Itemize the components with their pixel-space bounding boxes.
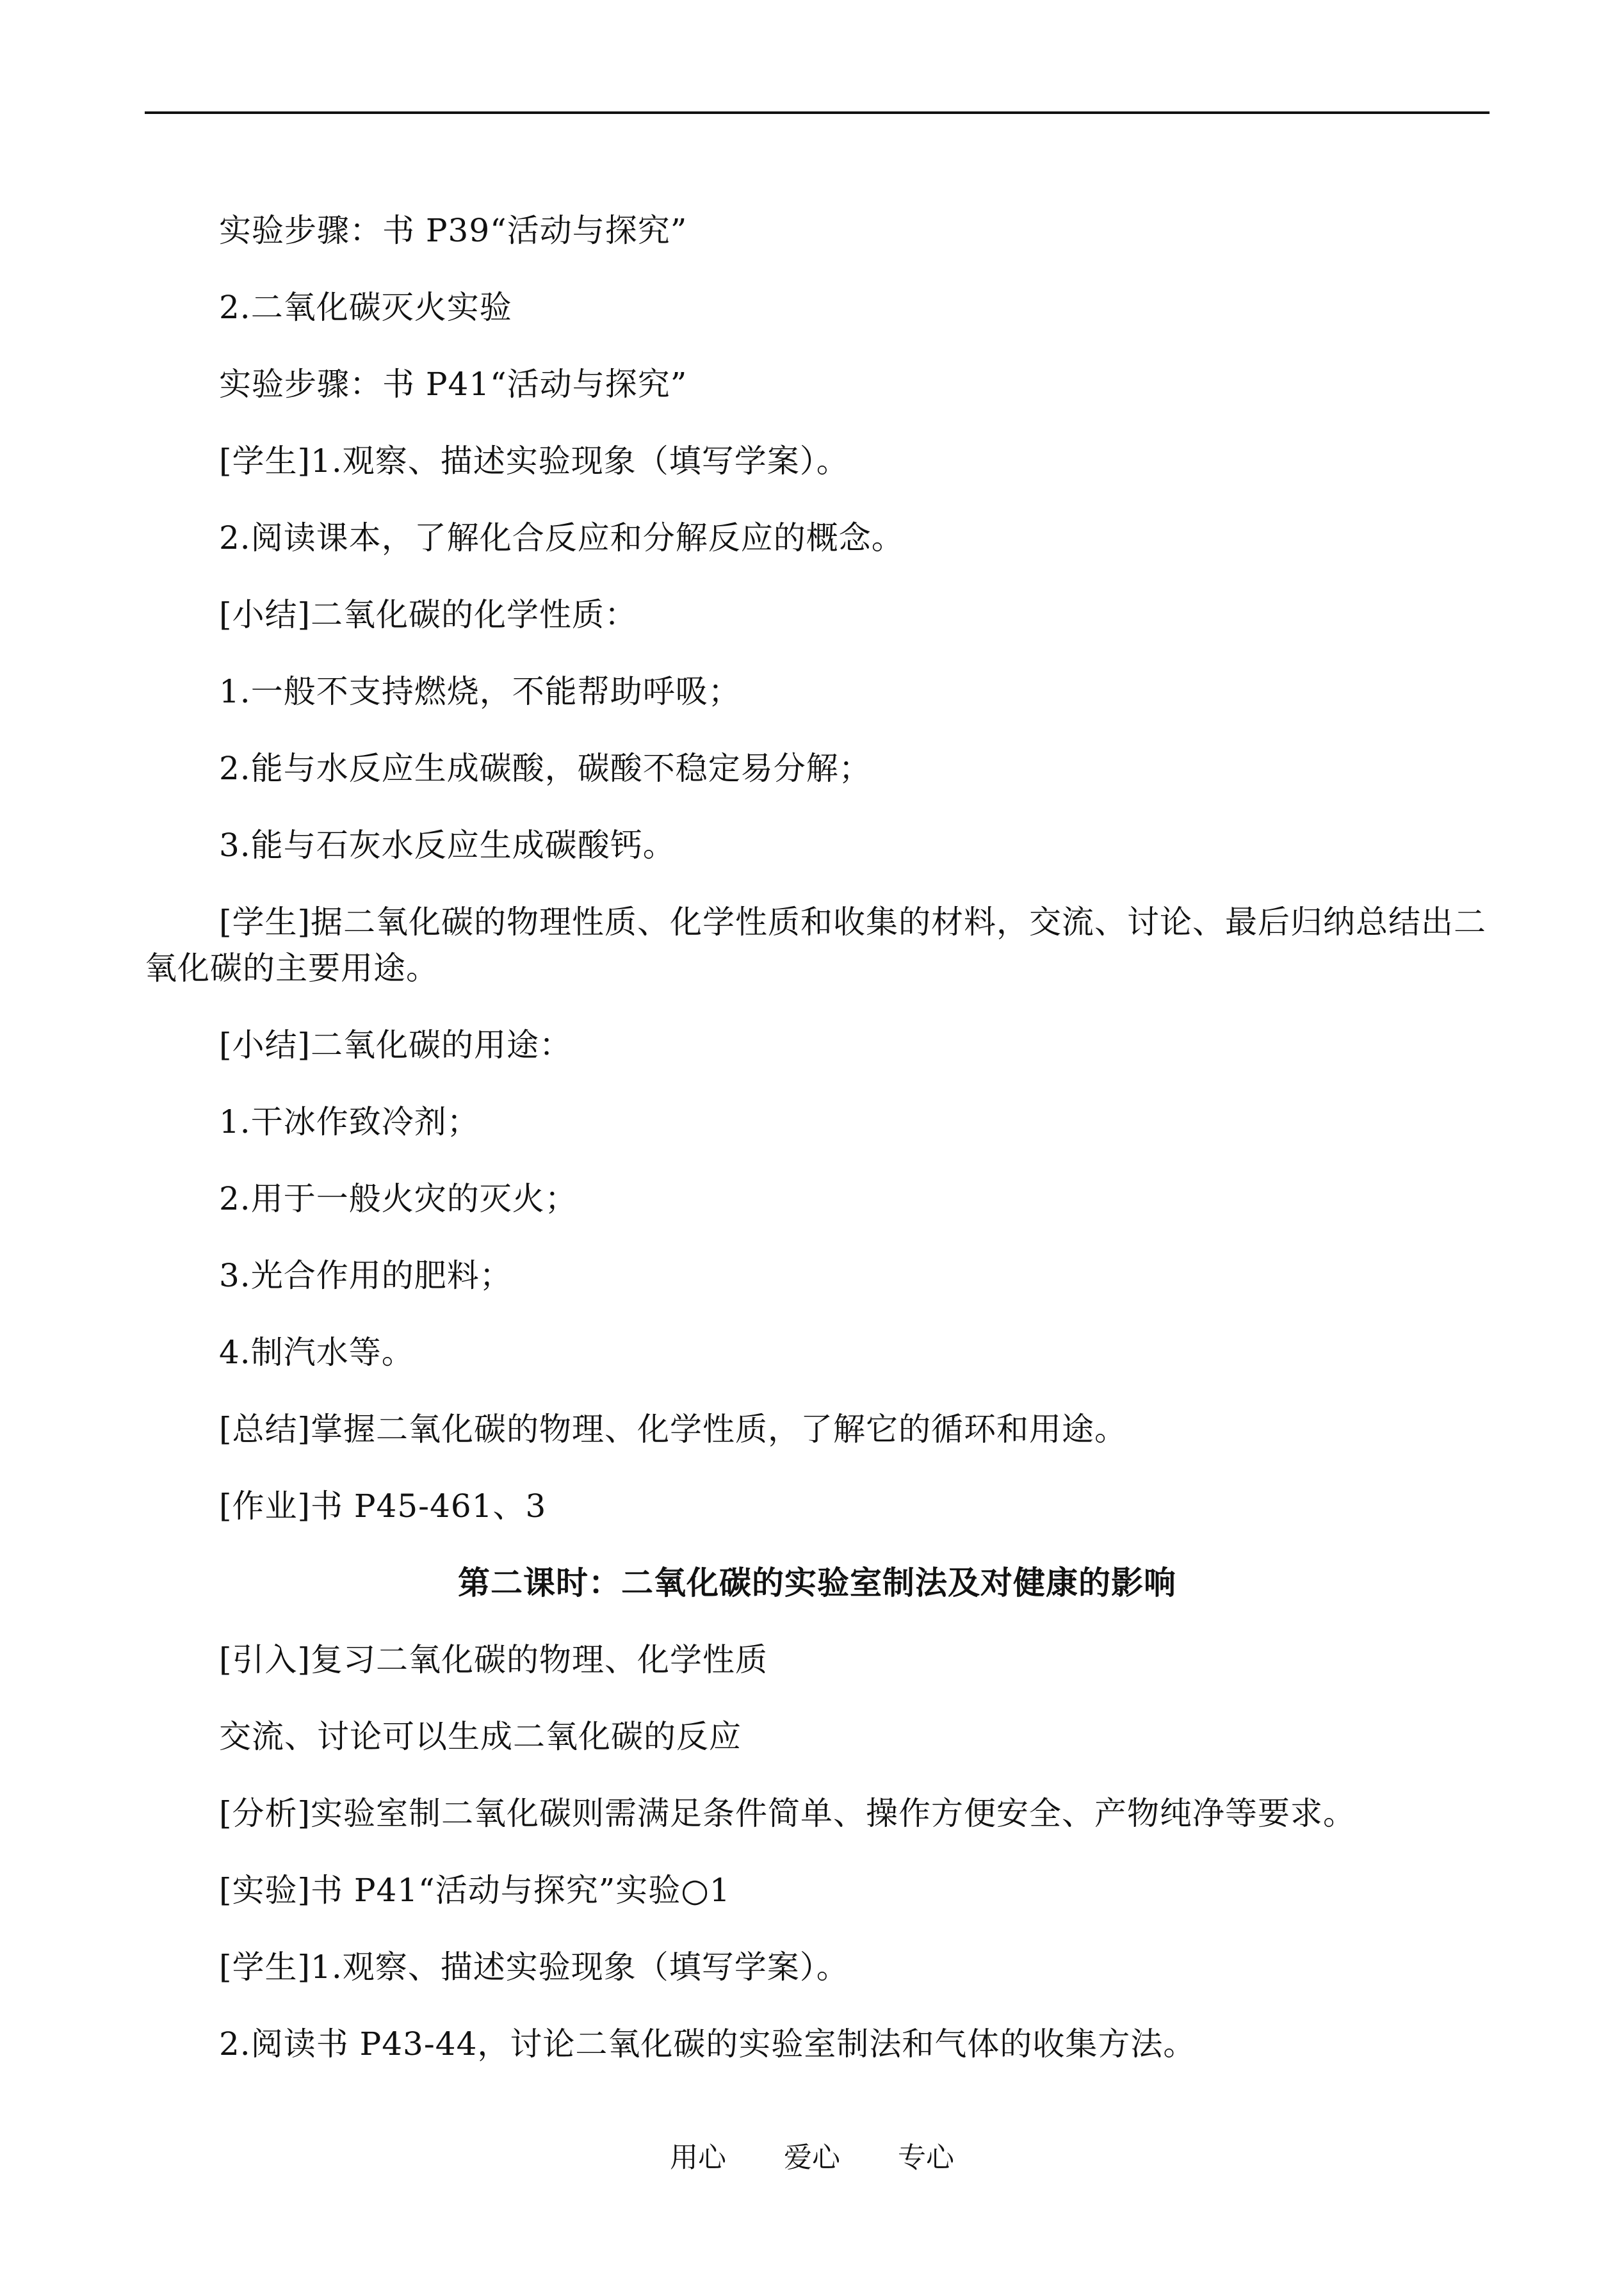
paragraph: 2.能与水反应生成碳酸，碳酸不稳定易分解；: [219, 750, 872, 787]
paragraph: 1.一般不支持燃烧，不能帮助呼吸；: [219, 673, 741, 710]
paragraph: 2.用于一般火灾的灭火；: [219, 1180, 578, 1217]
page-footer: [0, 2139, 1624, 2177]
footer-text: 专心: [898, 2141, 954, 2174]
paragraph: 3.能与石灰水反应生成碳酸钙。: [219, 827, 676, 864]
paragraph: [实验]书 P41“活动与探究”实验○1: [219, 1872, 731, 1909]
paragraph: 2.阅读课本，了解化合反应和分解反应的概念。: [219, 519, 904, 556]
paragraph: [作业]书 P45-461、3: [219, 1488, 547, 1525]
footer-text: 爱心: [784, 2141, 840, 2174]
footer-text: 用心: [670, 2141, 726, 2174]
header-rule: [145, 111, 1490, 114]
document-body: [145, 192, 1490, 2082]
paragraph: [引入]复习二氧化碳的物理、化学性质: [219, 1641, 768, 1678]
paragraph: [小结]二氧化碳的用途：: [219, 1026, 572, 1064]
paragraph: [小结]二氧化碳的化学性质：: [219, 596, 638, 633]
paragraph: 1.干冰作致冷剂；: [219, 1103, 480, 1140]
paragraph: 2.阅读书 P43-44，讨论二氧化碳的实验室制法和气体的收集方法。: [219, 2025, 1196, 2063]
paragraph: [分析]实验室制二氧化碳则需满足条件简单、操作方便安全、产物纯净等要求。: [219, 1795, 1356, 1832]
section-title: 第二课时：二氧化碳的实验室制法及对健康的影响: [458, 1564, 1176, 1602]
paragraph: [总结]掌握二氧化碳的物理、化学性质，了解它的循环和用途。: [219, 1411, 1128, 1448]
paragraph: 交流、讨论可以生成二氧化碳的反应: [219, 1718, 742, 1755]
paragraph: [学生]1.观察、描述实验现象（填写学案）。: [219, 1949, 849, 1986]
paragraph: [学生]1.观察、描述实验现象（填写学案）。: [219, 442, 849, 480]
paragraph: 3.光合作用的肥料；: [219, 1257, 512, 1294]
paragraph: 2.二氧化碳灭火实验: [219, 289, 512, 326]
paragraph: 实验步骤：书 P39“活动与探究”: [219, 212, 688, 249]
paragraph: 实验步骤：书 P41“活动与探究”: [219, 366, 688, 403]
paragraph: 4.制汽水等。: [219, 1334, 414, 1371]
paragraph: [学生]据二氧化碳的物理性质、化学性质和收集的材料，交流、讨论、最后归纳总结出二氧化碳的主要用途。: [145, 904, 1487, 987]
